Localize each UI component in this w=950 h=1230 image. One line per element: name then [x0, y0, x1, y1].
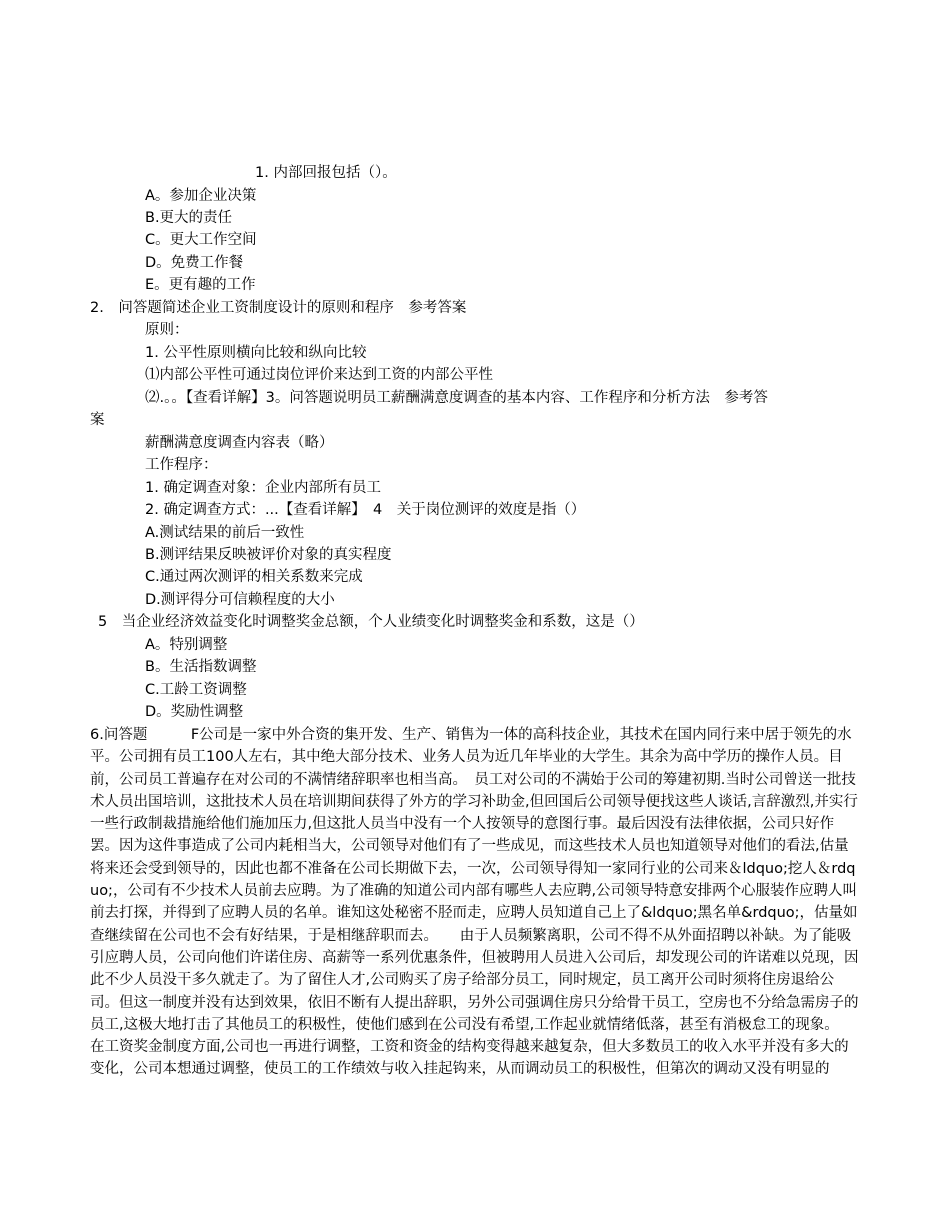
q1-stem: 1. 内部回报包括（）。 [255, 165, 397, 181]
q2-line-4: ⑵.。。【查看详解】3。问答题说明员工薪酬满意度调查的基本内容、工作程序和分析方法 参考答 [145, 390, 768, 406]
q1-option-c: C。更大工作空间 [145, 232, 257, 248]
q6-paragraph: 6.问答题 F公司是一家中外合资的集开发、生产、销售为一体的高科技企业，其技术在国内同行来中居于领先的水平。公司拥有员工100人左右，其中绝大部分技术、业务人员为近几年毕业的大学生。其余为高中学历的操作人员。目前，公司员工普遍存在对公司的不满情绪辞职率也相当高。 员工对公司的不满始于公司的筹建初期.当时公司曾送一批技术人员出国培训，这批技术人员在培训期间获得了外方的学习补助金,但回国后公司领导便找这些人谈话,言辞激烈,并实行一些行政制裁措施给他们施加压力,但这批人员当中没有一个人按领导的意图行事。最后因没有法律依据，公司只好作罢。因为这件事造成了公司内耗相当大，公司领导对他们有了一些成见，而这些技术人员也知道领导对他们的看法,估量将来还会受到领导的，因此也都不准备在公司长期做下去，一次，公司领导得知一家同行业的公司来＆ldquo;挖人＆rdquo;，公司有不少技术人员前去应聘。为了准确的知道公司内部有哪些人去应聘,公司领导特意安排两个心服装作应聘人叫前去打探，并得到了应聘人员的名单。谁知这处秘密不胫而走，应聘人员知道自己上了&ldquo;黑名单&rdquo;，估量如查继续留在公司也不会有好结果，于是相继辞职而去。 由于人员频繁离职，公司不得不从外面招聘以补缺。为了能吸引应聘人员，公司向他们许诺住房、高薪等一系列优惠条件，但被聘用人员进入公司后，却发现公司的许诺难以兑现，因此不少人员没干多久就走了。为了留住人才,公司购买了房子给部分员工，同时规定，员工离开公司时须将住房退给公司。但这一制度并没有达到效果，依旧不断有人提出辞职，另外公司强调住房只分给骨干员工，空房也不分给急需房子的员工,这极大地打击了其他员工的积极性，使他们感到在公司没有希望,工作起业就情绪低落，甚至有消极怠工的现象。 在工资奖金制度方面,公司也一再进行调整，工资和资金的结构变得越来越复杂，但大多数员工的收入水平并没有多大的变化，公司本想通过调整，使员工的工作绩效与收入挂起钩来，从而调动员工的积极性，但第次的调动又没有明显的 [90, 727, 859, 1078]
q5-option-c: C.工龄工资调整 [145, 682, 247, 698]
q4-option-d: D.测评得分可信赖程度的大小 [145, 592, 335, 608]
q4-option-c: C.通过两次测评的相关系数来完成 [145, 569, 363, 585]
q1-option-e: E。更有趣的工作 [145, 277, 256, 293]
q2-line-4-cont: 案 [90, 412, 105, 428]
q4-option-a: A.测试结果的前后一致性 [145, 525, 305, 541]
q5-option-a: A。特别调整 [145, 637, 228, 653]
q2-line-3: ⑴内部公平性可通过岗位评价来达到工资的内部公平性 [145, 367, 493, 383]
q3-line-1: 薪酬满意度调查内容表（略） [145, 435, 334, 451]
q1-option-a: A。参加企业决策 [145, 188, 257, 204]
q1-option-b: B.更大的责任 [145, 210, 233, 226]
q2-line-2: 1. 公平性原则横向比较和纵向比较 [145, 345, 367, 361]
q5-option-d: D。奖励性调整 [145, 704, 244, 720]
q3-line-3: 1. 确定调查对象：企业内部所有员工 [145, 480, 381, 496]
q1-option-d: D。免费工作餐 [145, 255, 244, 271]
q4-option-b: B.测评结果反映被评价对象的真实程度 [145, 547, 392, 563]
q3-line-2: 工作程序： [145, 457, 218, 473]
q5-option-b: B。生活指数调整 [145, 659, 257, 675]
q2-line-1: 原则： [145, 322, 189, 338]
q3-line-4: 2. 确定调查方式：...【查看详解】 4 关于岗位测评的效度是指（） [145, 502, 586, 518]
q5-stem: 5 当企业经济效益变化时调整奖金总额，个人业绩变化时调整奖金和系数，这是（） [98, 614, 644, 630]
q2-title: 2. 问答题简述企业工资制度设计的原则和程序 参考答案 [90, 300, 467, 316]
